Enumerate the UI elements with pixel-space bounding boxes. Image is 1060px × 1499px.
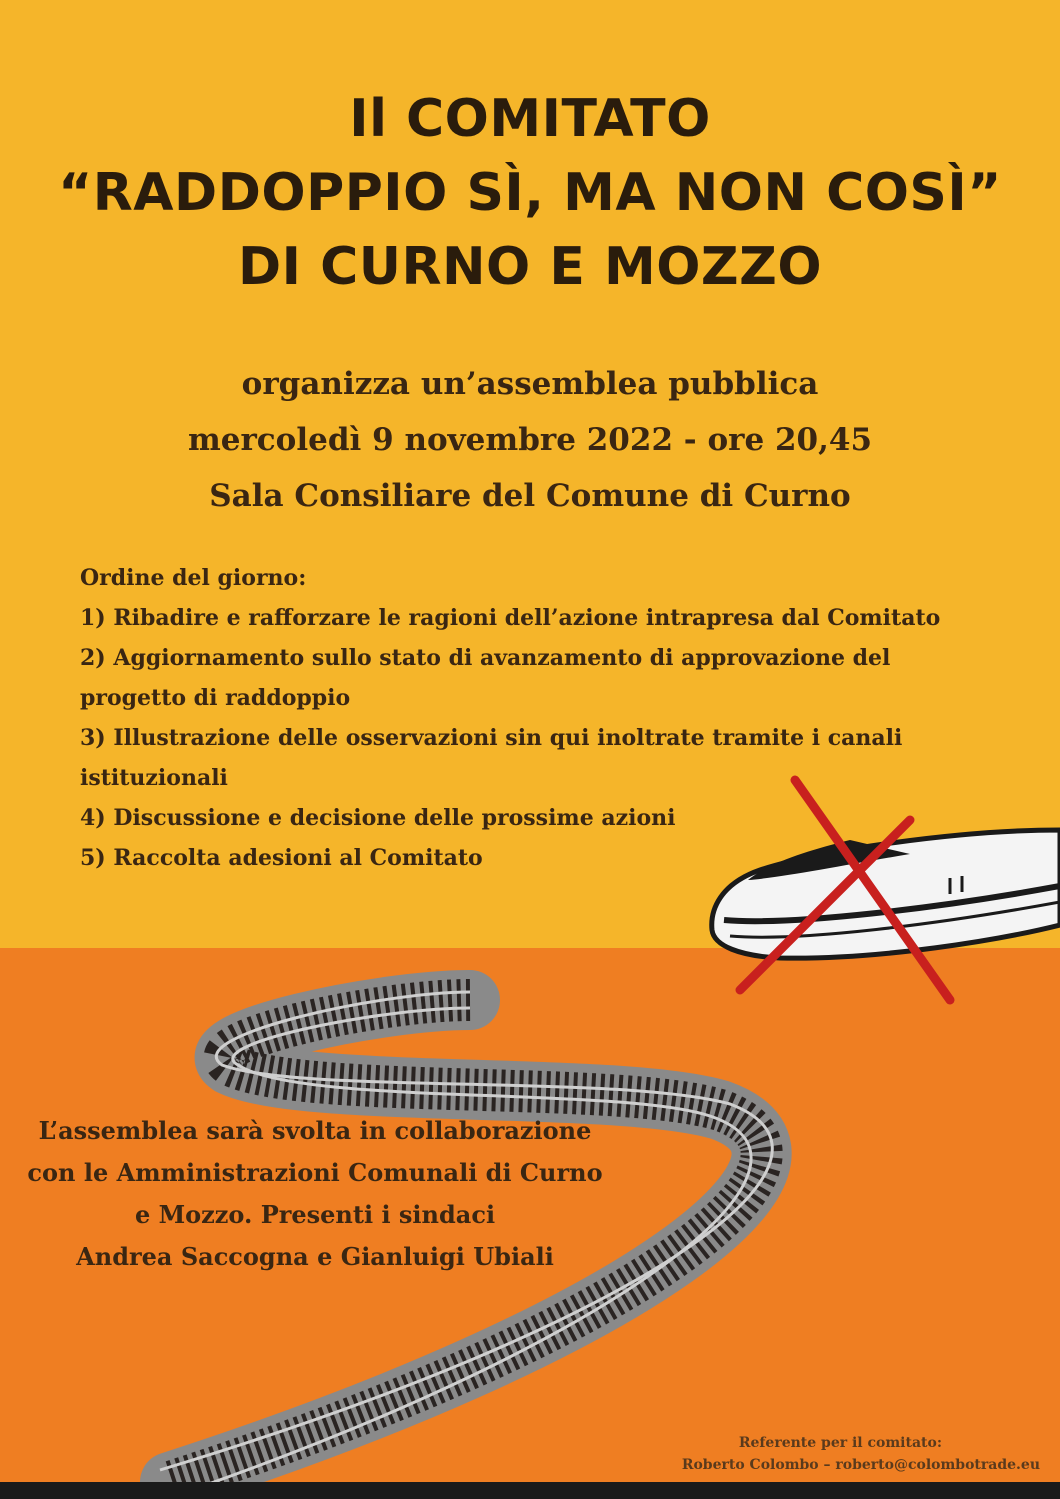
agenda-item: 3) Illustrazione delle osservazioni sin qui inoltrate tramite i canali	[80, 725, 903, 751]
title	[0, 82, 1060, 304]
event-announcement: organizza un’assemblea pubblica	[241, 366, 819, 402]
collaboration-note	[20, 1110, 610, 1278]
contact-line: Roberto Colombo – roberto@colombotrade.eu	[681, 1457, 1040, 1473]
collaboration-line: con le Amministrazioni Comunali di Curno	[27, 1158, 603, 1187]
event-location: Sala Consiliare del Comune di Curno	[209, 478, 851, 514]
system-navigation-bar	[0, 1482, 1060, 1499]
contact-info	[682, 1432, 1040, 1476]
agenda-item: 2) Aggiornamento sullo stato di avanzamento di approvazione del	[80, 645, 891, 671]
title-line-1: Il COMITATO	[349, 89, 711, 149]
collaboration-line: Andrea Saccogna e Gianluigi Ubiali	[76, 1242, 554, 1271]
agenda-item: 5) Raccolta adesioni al Comitato	[80, 845, 483, 871]
agenda-item-continuation: istituzionali	[80, 765, 228, 791]
event-date-time: mercoledì 9 novembre 2022 - ore 20,45	[187, 422, 873, 458]
contact-label: Referente per il comitato:	[738, 1435, 942, 1451]
agenda-item: 1) Ribadire e rafforzare le ragioni dell’azione intrapresa dal Comitato	[80, 605, 941, 631]
title-line-2: “RADDOPPIO SÌ, MA NON COSÌ”	[58, 163, 1002, 223]
title-line-3: DI CURNO E MOZZO	[237, 237, 823, 297]
event-details	[0, 356, 1060, 524]
collaboration-line: e Mozzo. Presenti i sindaci	[134, 1200, 496, 1229]
agenda-item: 4) Discussione e decisione delle prossime azioni	[80, 805, 676, 831]
agenda-item-continuation: progetto di raddoppio	[80, 685, 351, 711]
collaboration-line: L’assemblea sarà svolta in collaborazione	[38, 1116, 592, 1145]
agenda	[80, 558, 960, 878]
agenda-heading: Ordine del giorno:	[80, 565, 307, 591]
